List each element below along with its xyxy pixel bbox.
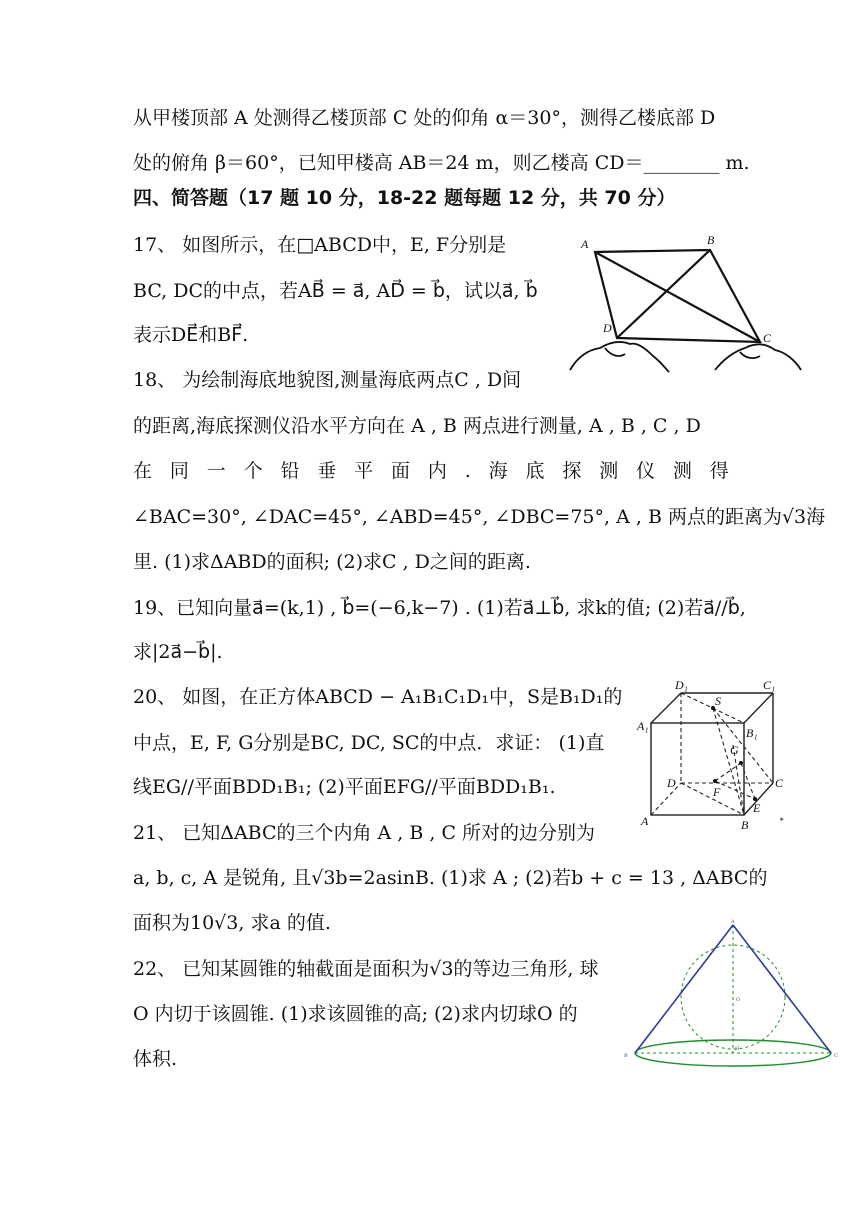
justified-char: 在 bbox=[133, 460, 153, 482]
point-label: G bbox=[730, 743, 739, 757]
vertex-label: A₁ bbox=[637, 719, 649, 733]
justified-char: 铅 bbox=[280, 460, 300, 482]
justified-char: 得 bbox=[709, 460, 729, 482]
problem-21-line: 21、 已知ΔABC的三个内角 A , B , C 所对的边分别为 bbox=[133, 822, 596, 844]
problem-21-line: 面积为10√3, 求a 的值. bbox=[133, 912, 331, 934]
vertex-label: C bbox=[763, 331, 772, 345]
vertex-label: A bbox=[581, 237, 589, 251]
section-heading: 四、简答题（17 题 10 分，18-22 题每题 12 分，共 70 分） bbox=[133, 187, 676, 209]
vertex-label: B bbox=[741, 818, 749, 830]
justified-char: 内 bbox=[427, 460, 447, 482]
parallelogram-figure bbox=[565, 230, 805, 380]
point-label: S bbox=[715, 694, 721, 708]
vertex-label: C bbox=[775, 776, 784, 790]
vertex-label: D₁ bbox=[675, 678, 688, 692]
problem-22-line: O 内切于该圆锥. (1)求该圆锥的高; (2)求内切球O 的 bbox=[133, 1003, 578, 1025]
vertex-label: A bbox=[731, 919, 735, 925]
problem-20-line: 中点，E, F, G分别是BC, DC, SC的中点．求证： (1)直 bbox=[133, 732, 605, 754]
point-label: E bbox=[753, 801, 761, 815]
problem-17-line: 17、 如图所示，在□ABCD中，E, F分别是 bbox=[133, 234, 507, 256]
vertex-label: D bbox=[667, 776, 676, 790]
justified-char: 仪 bbox=[636, 460, 656, 482]
problem-19-line: 19、已知向量a⃗=(k,1) , b⃗=(−6,k−7) . (1)若a⃗⊥b⃗, 求k的值; (2)若a⃗//b⃗, bbox=[133, 597, 746, 619]
justified-char: 同 bbox=[169, 460, 189, 482]
justified-char: 测 bbox=[599, 460, 619, 482]
vertex-label: A bbox=[641, 814, 649, 828]
justified-char: 垂 bbox=[317, 460, 337, 482]
mark-label: * bbox=[779, 816, 784, 826]
justified-char: 海 bbox=[488, 460, 508, 482]
problem-17-line: BC, DC的中点，若AB⃗ = a⃗, AD⃗ = b⃗，试以a⃗, b⃗ bbox=[133, 280, 538, 302]
justified-char: 测 bbox=[672, 460, 692, 482]
point-label: F bbox=[713, 785, 721, 799]
problem-18-line: ∠BAC=30°, ∠DAC=45°, ∠ABD=45°, ∠DBC=75°, A , B 两点的距离为√3海 bbox=[133, 506, 826, 528]
vertex-label: B bbox=[624, 1053, 628, 1059]
point-label: H bbox=[735, 1046, 740, 1052]
justified-char: 面 bbox=[391, 460, 411, 482]
center-label: O bbox=[736, 997, 741, 1003]
vertex-label: D bbox=[603, 321, 612, 335]
problem-22-line: 22、 已知某圆锥的轴截面是面积为√3的等边三角形, 球 bbox=[133, 958, 599, 980]
vertex-label: B₁ bbox=[746, 726, 758, 740]
problem-18-line: 里. (1)求ΔABD的面积; (2)求C , D之间的距离. bbox=[133, 551, 531, 573]
justified-char: 底 bbox=[525, 460, 545, 482]
cone-figure bbox=[620, 915, 845, 1075]
problem-22-line: 体积. bbox=[133, 1048, 178, 1070]
problem-20-line: 线EG//平面BDD₁B₁; (2)平面EFG//平面BDD₁B₁. bbox=[133, 776, 556, 798]
problem-17-line: 表示DE⃗和BF⃗. bbox=[133, 324, 249, 346]
problem-18-line: 的距离,海底探测仪沿水平方向在 A , B 两点进行测量, A , B , C , D bbox=[133, 415, 701, 437]
vertex-label: C bbox=[834, 1053, 838, 1059]
text-line: 从甲楼顶部 A 处测得乙楼顶部 C 处的仰角 α＝30°，测得乙楼底部 D bbox=[133, 107, 716, 129]
justified-char: 平 bbox=[354, 460, 374, 482]
justified-char: . bbox=[464, 460, 471, 482]
problem-18-line: 18、 为绘制海底地貌图,测量海底两点C , D间 bbox=[133, 369, 522, 391]
cube-figure bbox=[633, 675, 793, 830]
problem-20-line: 20、 如图，在正方体ABCD − A₁B₁C₁D₁中，S是B₁D₁的 bbox=[133, 686, 623, 708]
problem-21-line: a, b, c, A 是锐角, 且√3b=2asinB. (1)求 A ; (2)若b + c = 13 , ΔABC的 bbox=[133, 867, 768, 889]
justified-char: 探 bbox=[562, 460, 582, 482]
text-line: 处的俯角 β＝60°，已知甲楼高 AB＝24 m，则乙楼高 CD＝________ m. bbox=[133, 152, 750, 174]
problem-19-line: 求|2a⃗−b⃗|. bbox=[133, 641, 223, 663]
justified-char: 一 bbox=[206, 460, 226, 482]
vertex-label: B bbox=[707, 233, 715, 247]
problem-18-line bbox=[133, 459, 729, 483]
justified-char: 个 bbox=[243, 460, 263, 482]
vertex-label: C₁ bbox=[763, 678, 776, 692]
